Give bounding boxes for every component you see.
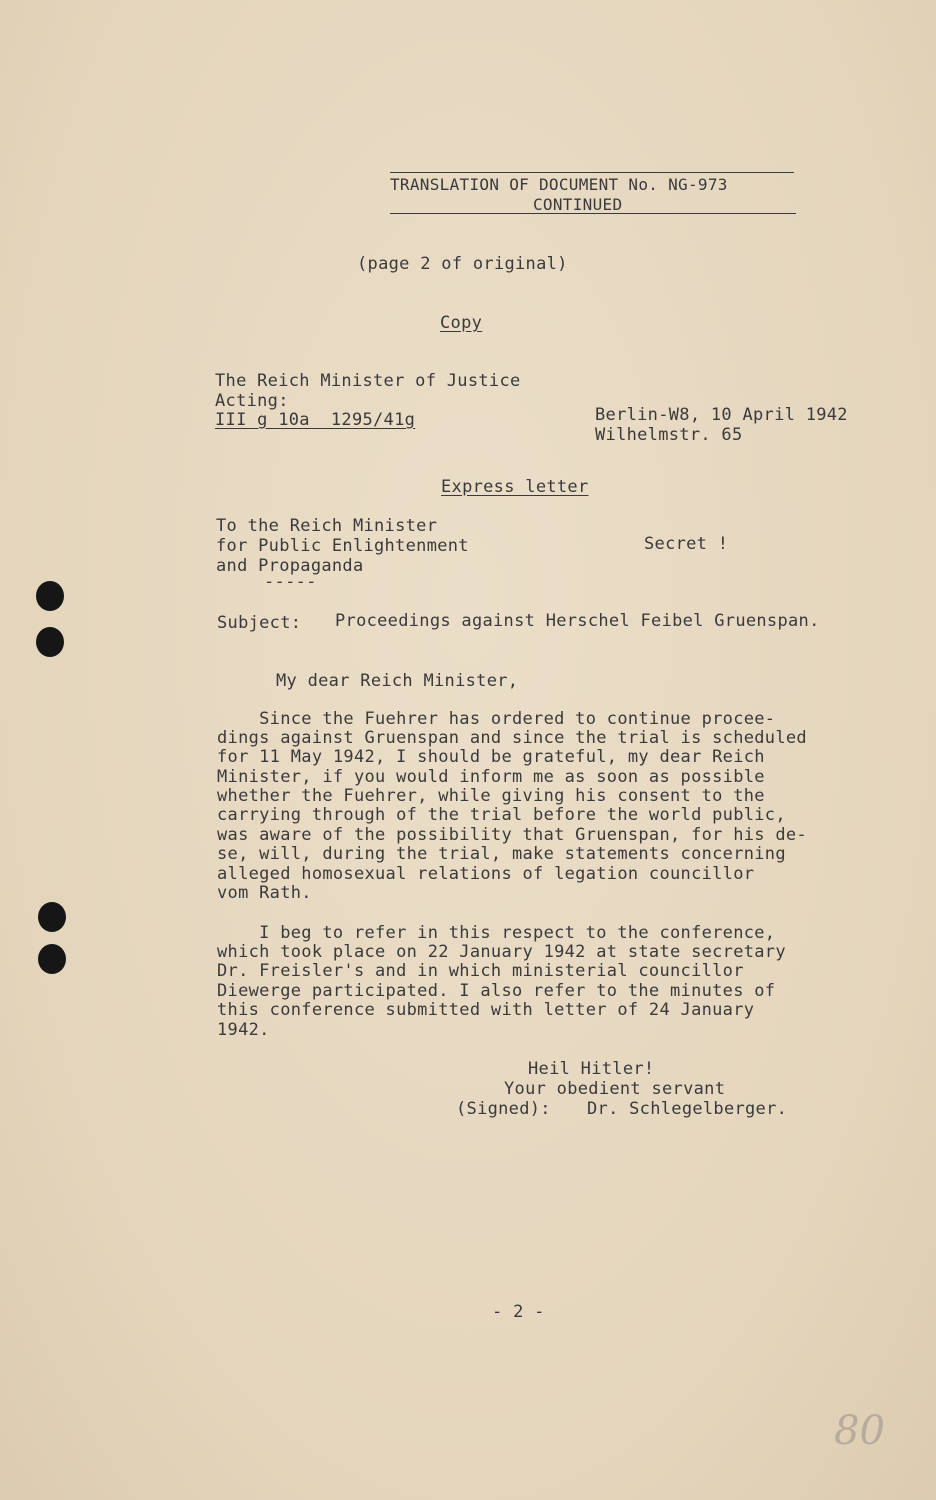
paragraph-line: this conference submitted with letter of 24 January <box>217 1000 755 1020</box>
closing-servant: Your obedient servant <box>504 1079 726 1099</box>
copy-label: Copy <box>440 313 483 333</box>
recipient-line-2: for Public Enlightenment <box>216 536 469 556</box>
recipient-line-1: To the Reich Minister <box>216 516 438 536</box>
subject-label: Subject: <box>217 613 302 633</box>
paragraph-line: Diewerge participated. I also refer to the minutes of <box>217 981 776 1001</box>
header-top-rule <box>390 172 794 173</box>
letter-type: Express letter <box>441 477 589 497</box>
header-bottom-rule <box>390 213 796 214</box>
paragraph-line: 1942. <box>217 1020 270 1040</box>
punch-hole-3 <box>38 902 66 932</box>
page-number: - 2 - <box>492 1302 545 1322</box>
paragraph-line: Since the Fuehrer has ordered to continue procee- <box>217 709 776 729</box>
recipient-line-3: and Propaganda <box>216 556 364 576</box>
paragraph-line: Dr. Freisler's and in which ministerial councillor <box>217 961 744 981</box>
signed-label: (Signed): <box>456 1099 551 1119</box>
street-address: Wilhelmstr. 65 <box>595 425 743 445</box>
reference-number: III g 10a 1295/41g <box>215 410 416 430</box>
archive-number: 80 <box>834 1408 885 1454</box>
document-title: TRANSLATION OF DOCUMENT No. NG-973 <box>390 175 728 194</box>
paragraph-line: for 11 May 1942, I should be grateful, my dear Reich <box>217 747 765 767</box>
paragraph-line: which took place on 22 January 1942 at state secretary <box>217 942 786 962</box>
subject-text: Proceedings against Herschel Feibel Gruenspan. <box>335 611 820 631</box>
sender-title: The Reich Minister of Justice <box>215 371 521 391</box>
punch-hole-1 <box>36 581 64 611</box>
paragraph-line: was aware of the possibility that Gruenspan, for his de- <box>217 825 807 845</box>
city-date: Berlin-W8, 10 April 1942 <box>595 405 848 425</box>
closing-greeting: Heil Hitler! <box>528 1059 655 1079</box>
punch-hole-4 <box>38 944 66 974</box>
paragraph-line: alleged homosexual relations of legation councillor <box>217 864 755 884</box>
signer-name: Dr. Schlegelberger. <box>587 1099 788 1119</box>
classification: Secret ! <box>644 534 729 554</box>
punch-hole-2 <box>36 627 64 657</box>
paragraph-line: dings against Gruenspan and since the trial is scheduled <box>217 728 807 748</box>
paragraph-line: I beg to refer in this respect to the conference, <box>217 923 776 943</box>
paragraph-line: vom Rath. <box>217 883 312 903</box>
paragraph-line: carrying through of the trial before the world public, <box>217 805 786 825</box>
recipient-dashes: ----- <box>264 572 317 592</box>
sender-acting: Acting: <box>215 391 289 411</box>
paragraph-line: se, will, during the trial, make statements concerning <box>217 844 786 864</box>
paragraph-line: whether the Fuehrer, while giving his consent to the <box>217 786 765 806</box>
page-note: (page 2 of original) <box>357 254 568 274</box>
document-subtitle: CONTINUED <box>533 195 623 214</box>
salutation: My dear Reich Minister, <box>276 671 519 691</box>
paragraph-line: Minister, if you would inform me as soon as possible <box>217 767 765 787</box>
